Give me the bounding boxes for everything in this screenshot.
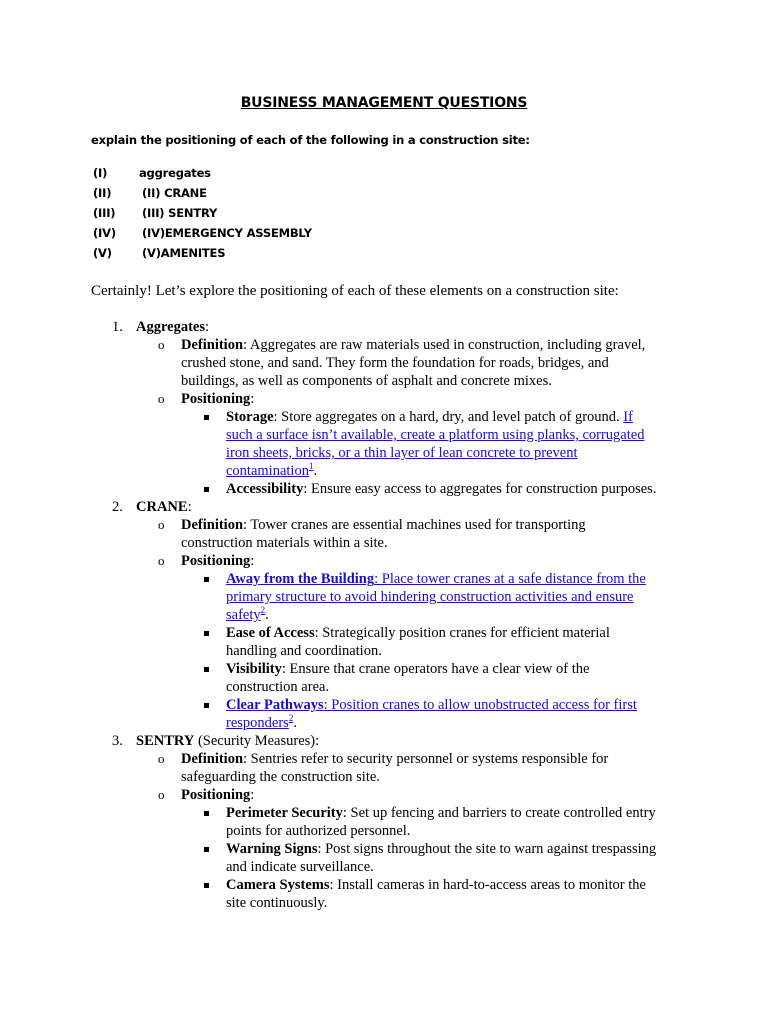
question-text: (II) CRANE	[142, 186, 207, 200]
visibility-line: Visibility: Ensure that crane operators have a clear view of the	[226, 661, 590, 677]
square-bullet-icon	[204, 415, 209, 420]
roman-numeral: (IV)	[93, 226, 116, 240]
clear-pathways-end: responders$^2$.	[226, 713, 297, 731]
section-heading: CRANE:	[136, 499, 192, 515]
positioning-label: Positioning:	[181, 553, 255, 569]
circle-bullet-icon: o	[158, 787, 165, 802]
away-link[interactable]: safety	[226, 607, 261, 623]
question-text: aggregates	[139, 166, 211, 180]
square-bullet-icon	[204, 577, 209, 582]
square-bullet-icon	[204, 631, 209, 636]
definition-line: Definition: Tower cranes are essential machines used for transporting	[181, 517, 586, 533]
question-text: (IV)EMERGENCY ASSEMBLY	[142, 226, 312, 240]
storage-link[interactable]: contamination	[226, 463, 309, 479]
intro-paragraph: Certainly! Let’s explore the positioning of each of these elements on a construction site:	[91, 283, 619, 299]
footnote-ref[interactable]: 2	[288, 713, 294, 724]
square-bullet-icon	[204, 847, 209, 852]
circle-bullet-icon: o	[158, 337, 165, 352]
camera-line: site continuously.	[226, 895, 328, 911]
positioning-label: Positioning:	[181, 787, 255, 803]
roman-numeral: (I)	[93, 166, 108, 180]
section-number: 1.	[112, 319, 123, 335]
clear-pathways-link[interactable]: Clear Pathways: Position cranes to allow unobstructed access for first	[226, 697, 637, 713]
section-number: 2.	[112, 499, 123, 515]
roman-numeral: (II)	[93, 186, 112, 200]
away-link[interactable]: Away from the Building: Place tower cranes at a safe distance from the	[226, 571, 646, 587]
storage-line: Storage: Store aggregates on a hard, dry, and level patch of ground. If	[226, 409, 633, 425]
square-bullet-icon	[204, 487, 209, 492]
definition-line: construction materials within a site.	[181, 535, 388, 551]
section-heading: Aggregates:	[136, 319, 210, 335]
definition-line: Definition: Aggregates are raw materials used in construction, including gravel,	[181, 337, 646, 353]
definition-line: crushed stone, and sand. They form the foundation for roads, bridges, and	[181, 355, 609, 371]
perimeter-line: Perimeter Security: Set up fencing and barriers to create controlled entry	[226, 805, 656, 821]
camera-line: Camera Systems: Install cameras in hard-to-access areas to monitor the	[226, 877, 646, 893]
storage-link[interactable]: If	[623, 409, 633, 425]
question-text: (III) SENTRY	[142, 206, 218, 220]
ease-line: handling and coordination.	[226, 643, 382, 659]
page-title: BUSINESS MANAGEMENT QUESTIONS	[240, 95, 528, 111]
storage-link[interactable]: such a surface isn’t available, create a platform using planks, corrugated	[226, 427, 645, 443]
circle-bullet-icon: o	[158, 553, 165, 568]
roman-numeral: (V)	[93, 246, 112, 260]
ease-line: Ease of Access: Strategically position cranes for efficient material	[226, 625, 610, 641]
instruction-text: explain the positioning of each of the following in a construction site:	[91, 133, 530, 147]
positioning-label: Positioning:	[181, 391, 255, 407]
perimeter-line: points for authorized personnel.	[226, 823, 411, 839]
footnote-ref[interactable]: 2	[260, 605, 266, 616]
away-link-end: safety$^2$.	[226, 605, 269, 623]
circle-bullet-icon: o	[158, 751, 165, 766]
square-bullet-icon	[204, 667, 209, 672]
clear-pathways-link[interactable]: responders	[226, 715, 289, 731]
visibility-line: construction area.	[226, 679, 330, 695]
definition-line: buildings, as well as components of asphalt and concrete mixes.	[181, 373, 552, 389]
square-bullet-icon	[204, 811, 209, 816]
away-link[interactable]: primary structure to avoid hindering construction activities and ensure	[226, 589, 634, 605]
accessibility-line: Accessibility: Ensure easy access to aggregates for construction purposes.	[226, 481, 657, 497]
warning-line: and indicate surveillance.	[226, 859, 374, 875]
circle-bullet-icon: o	[158, 391, 165, 406]
storage-link-end: contamination$^1$.	[226, 461, 318, 479]
square-bullet-icon	[204, 703, 209, 708]
question-text: (V)AMENITES	[142, 246, 226, 260]
footnote-ref[interactable]: 1	[308, 461, 314, 472]
definition-line: Definition: Sentries refer to security personnel or systems responsible for	[181, 751, 609, 767]
section-number: 3.	[112, 733, 123, 749]
square-bullet-icon	[204, 883, 209, 888]
warning-line: Warning Signs: Post signs throughout the site to warn against trespassing	[226, 841, 657, 857]
roman-numeral: (III)	[93, 206, 116, 220]
circle-bullet-icon: o	[158, 517, 165, 532]
definition-line: safeguarding the construction site.	[181, 769, 380, 785]
storage-link[interactable]: iron sheets, bricks, or a thin layer of lean concrete to prevent	[226, 445, 578, 461]
section-heading: SENTRY (Security Measures):	[136, 733, 320, 749]
